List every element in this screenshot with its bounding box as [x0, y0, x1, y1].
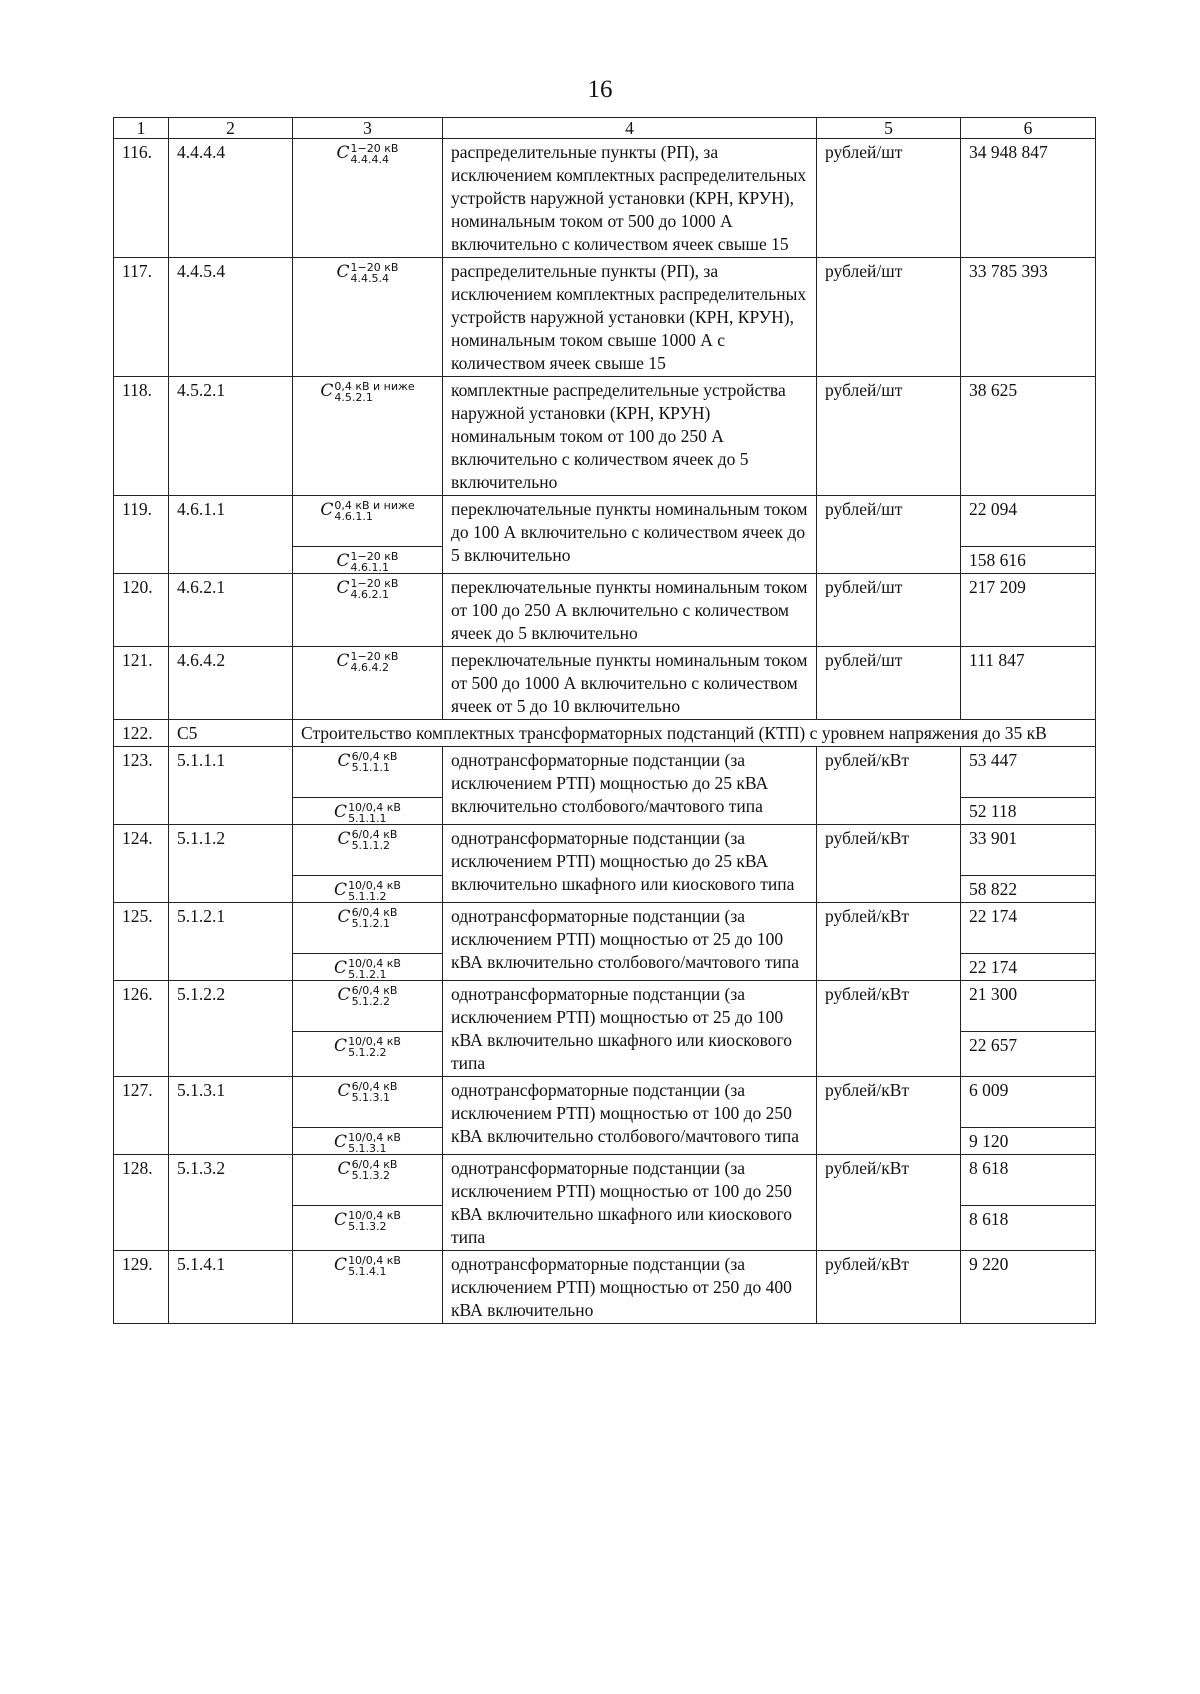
- rate-symbol-cell: [293, 496, 443, 547]
- symbol-scripts: [351, 262, 399, 284]
- rate-symbol: [337, 905, 398, 930]
- row-description: переключательные пункты номинальным током от 100 до 250 А включительно с количеством ячеек до 5 включительно: [443, 574, 817, 647]
- row-code: 5.1.4.1: [169, 1251, 293, 1324]
- row-unit: рублей/кВт: [817, 1251, 961, 1324]
- symbol-superscript: 6/0,4 кВ: [351, 983, 398, 997]
- symbol-subscript: 4.6.1.1: [350, 560, 390, 574]
- symbol-subscript: 5.1.1.2: [351, 838, 391, 852]
- rate-symbol: [334, 1034, 401, 1059]
- rate-symbol-cell: [293, 903, 443, 954]
- row-number: 122.: [114, 720, 169, 747]
- symbol-superscript: 6/0,4 кВ: [351, 905, 398, 919]
- symbol-scripts: [352, 751, 398, 773]
- row-unit: рублей/шт: [817, 258, 961, 377]
- rate-symbol-cell: [293, 1032, 443, 1077]
- symbol-letter: C: [334, 1132, 348, 1152]
- symbol-subscript: 4.4.4.4: [350, 152, 390, 166]
- row-value: 22 657: [961, 1032, 1096, 1077]
- symbol-subscript: 4.5.2.1: [334, 390, 373, 404]
- section-title: Строительство комплектных трансформаторных подстанций (КТП) с уровнем напряжения до 35 кВ: [293, 720, 1096, 747]
- row-number: 129.: [114, 1251, 169, 1324]
- rate-symbol: [337, 1079, 398, 1104]
- rate-symbol: [337, 1157, 398, 1182]
- symbol-scripts: [352, 1081, 398, 1103]
- table-row: [114, 139, 1096, 258]
- table-row: [114, 258, 1096, 377]
- rate-symbol-cell: [293, 1128, 443, 1155]
- symbol-superscript: 10/0,4 кВ: [348, 1208, 401, 1222]
- row-number: 118.: [114, 377, 169, 496]
- symbol-subscript: 5.1.1.2: [348, 889, 387, 903]
- symbol-letter: C: [336, 651, 350, 671]
- symbol-superscript: 10/0,4 кВ: [348, 1253, 401, 1267]
- symbol-letter: C: [334, 880, 348, 900]
- rate-symbol-cell: [293, 647, 443, 720]
- symbol-letter: C: [334, 1255, 348, 1275]
- rate-symbol-cell: [293, 1251, 443, 1324]
- row-number: 124.: [114, 825, 169, 903]
- rate-symbol: [320, 498, 415, 523]
- row-unit: рублей/кВт: [817, 903, 961, 981]
- row-value: 9 220: [961, 1251, 1096, 1324]
- table-row: [114, 1155, 1096, 1206]
- symbol-letter: C: [337, 1159, 351, 1179]
- row-number: 128.: [114, 1155, 169, 1251]
- row-description: переключательные пункты номинальным током от 500 до 1000 А включительно с количеством ячеек от 5 до 10 включительно: [443, 647, 817, 720]
- symbol-scripts: [351, 578, 399, 600]
- symbol-scripts: [351, 651, 399, 673]
- page-number: 16: [587, 76, 613, 103]
- symbol-subscript: 5.1.3.2: [351, 1168, 391, 1182]
- row-code: 4.4.4.4: [169, 139, 293, 258]
- symbol-subscript: 5.1.1.1: [351, 760, 391, 774]
- row-value: 58 822: [961, 876, 1096, 903]
- symbol-superscript: 1−20 кВ: [350, 576, 399, 590]
- row-description: однотрансформаторные подстанции (за исключением РТП) мощностью до 25 кВА включительно столбового/мачтового типа: [443, 747, 817, 825]
- table-row: [114, 1251, 1096, 1324]
- row-description: однотрансформаторные подстанции (за исключением РТП) мощностью до 25 кВА включительно шкафного или киоскового типа: [443, 825, 817, 903]
- symbol-scripts: [351, 143, 399, 165]
- column-header: 4: [443, 118, 817, 139]
- rate-symbol-cell: [293, 1206, 443, 1251]
- symbol-subscript: 4.6.1.1: [334, 509, 373, 523]
- row-unit: рублей/кВт: [817, 747, 961, 825]
- symbol-superscript: 1−20 кВ: [350, 141, 399, 155]
- row-value: 22 174: [961, 954, 1096, 981]
- row-value: 8 618: [961, 1206, 1096, 1251]
- table-row: [114, 720, 1096, 747]
- symbol-superscript: 1−20 кВ: [350, 549, 399, 563]
- symbol-letter: C: [336, 578, 350, 598]
- rate-symbol: [334, 878, 401, 903]
- rate-symbol-cell: [293, 377, 443, 496]
- rate-symbol: [336, 649, 399, 674]
- row-code: С5: [169, 720, 293, 747]
- table-row: [114, 574, 1096, 647]
- symbol-scripts: [352, 829, 398, 851]
- column-header: 1: [114, 118, 169, 139]
- rate-symbol: [336, 260, 399, 285]
- row-unit: рублей/кВт: [817, 1077, 961, 1155]
- row-code: 5.1.2.2: [169, 981, 293, 1077]
- symbol-superscript: 6/0,4 кВ: [351, 1157, 398, 1171]
- symbol-subscript: 4.6.2.1: [350, 587, 390, 601]
- row-description: однотрансформаторные подстанции (за исключением РТП) мощностью от 250 до 400 кВА включительно: [443, 1251, 817, 1324]
- row-value: 33 901: [961, 825, 1096, 876]
- symbol-letter: C: [334, 1036, 348, 1056]
- symbol-superscript: 6/0,4 кВ: [351, 1079, 398, 1093]
- symbol-letter: C: [337, 985, 351, 1005]
- symbol-superscript: 1−20 кВ: [350, 649, 399, 663]
- rate-symbol-cell: [293, 547, 443, 574]
- row-value: 53 447: [961, 747, 1096, 798]
- row-code: 5.1.1.2: [169, 825, 293, 903]
- row-code: 5.1.3.1: [169, 1077, 293, 1155]
- row-unit: рублей/шт: [817, 139, 961, 258]
- symbol-letter: C: [337, 907, 351, 927]
- row-description: комплектные распределительные устройства наружной установки (КРН, КРУН) номинальным током от 100 до 250 А включительно с количеством ячеек до 5 включительно: [443, 377, 817, 496]
- row-value: 22 094: [961, 496, 1096, 547]
- symbol-subscript: 5.1.2.2: [348, 1045, 387, 1059]
- symbol-scripts: [352, 985, 398, 1007]
- symbol-scripts: [348, 1255, 401, 1277]
- symbol-superscript: 1−20 кВ: [350, 260, 399, 274]
- rate-symbol-cell: [293, 139, 443, 258]
- rate-symbol-cell: [293, 876, 443, 903]
- symbol-superscript: 0,4 кВ и ниже: [334, 379, 415, 393]
- table-body: [114, 118, 1096, 1324]
- row-unit: рублей/шт: [817, 647, 961, 720]
- row-description: распределительные пункты (РП), за исключением комплектных распределительных устройств наружной установки (КРН, КРУН), номинальным током от 500 до 1000 А включительно с количеством ячеек свыше 15: [443, 139, 817, 258]
- tariff-table: [113, 117, 1096, 1324]
- symbol-subscript: 5.1.3.2: [348, 1219, 387, 1233]
- rate-symbol-cell: [293, 825, 443, 876]
- symbol-letter: C: [336, 551, 350, 571]
- row-description: однотрансформаторные подстанции (за исключением РТП) мощностью от 100 до 250 кВА включительно шкафного или киоскового типа: [443, 1155, 817, 1251]
- rate-symbol-cell: [293, 574, 443, 647]
- symbol-superscript: 10/0,4 кВ: [348, 1130, 401, 1144]
- row-value: 158 616: [961, 547, 1096, 574]
- row-value: 34 948 847: [961, 139, 1096, 258]
- symbol-letter: C: [336, 143, 350, 163]
- row-value: 33 785 393: [961, 258, 1096, 377]
- symbol-subscript: 4.6.4.2: [350, 660, 390, 674]
- rate-symbol-cell: [293, 1155, 443, 1206]
- row-value: 6 009: [961, 1077, 1096, 1128]
- row-value: 22 174: [961, 903, 1096, 954]
- rate-symbol: [336, 549, 399, 574]
- symbol-scripts: [352, 1159, 398, 1181]
- table-row: [114, 647, 1096, 720]
- row-number: 117.: [114, 258, 169, 377]
- symbol-superscript: 6/0,4 кВ: [351, 827, 398, 841]
- symbol-scripts: [348, 1210, 401, 1232]
- column-header: 5: [817, 118, 961, 139]
- symbol-subscript: 5.1.2.2: [351, 994, 391, 1008]
- row-unit: рублей/шт: [817, 496, 961, 574]
- table-row: [114, 981, 1096, 1032]
- symbol-letter: C: [337, 751, 351, 771]
- table-row: [114, 377, 1096, 496]
- rate-symbol: [334, 1253, 401, 1278]
- row-code: 5.1.1.1: [169, 747, 293, 825]
- symbol-letter: C: [334, 802, 348, 822]
- rate-symbol-cell: [293, 981, 443, 1032]
- row-value: 52 118: [961, 798, 1096, 825]
- row-value: 8 618: [961, 1155, 1096, 1206]
- header-row: [114, 118, 1096, 139]
- symbol-scripts: [348, 1132, 401, 1154]
- symbol-scripts: [351, 551, 399, 573]
- table-row: [114, 1077, 1096, 1128]
- symbol-scripts: [334, 381, 414, 403]
- row-description: однотрансформаторные подстанции (за исключением РТП) мощностью от 100 до 250 кВА включительно столбового/мачтового типа: [443, 1077, 817, 1155]
- row-unit: рублей/кВт: [817, 1155, 961, 1251]
- row-description: распределительные пункты (РП), за исключением комплектных распределительных устройств наружной установки (КРН, КРУН), номинальным током свыше 1000 А с количеством ячеек свыше 15: [443, 258, 817, 377]
- row-value: 217 209: [961, 574, 1096, 647]
- row-number: 127.: [114, 1077, 169, 1155]
- row-unit: рублей/кВт: [817, 981, 961, 1077]
- row-value: 111 847: [961, 647, 1096, 720]
- symbol-subscript: 4.4.5.4: [350, 271, 390, 285]
- symbol-superscript: 6/0,4 кВ: [351, 749, 398, 763]
- symbol-subscript: 5.1.3.1: [348, 1141, 387, 1155]
- table-row: [114, 903, 1096, 954]
- symbol-letter: C: [337, 829, 351, 849]
- symbol-scripts: [348, 1036, 401, 1058]
- rate-symbol: [334, 1130, 401, 1155]
- row-number: 126.: [114, 981, 169, 1077]
- symbol-letter: C: [334, 1210, 348, 1230]
- row-number: 116.: [114, 139, 169, 258]
- column-header: 3: [293, 118, 443, 139]
- row-description: переключательные пункты номинальным током до 100 А включительно с количеством ячеек до 5 включительно: [443, 496, 817, 574]
- symbol-scripts: [352, 907, 398, 929]
- symbol-superscript: 0,4 кВ и ниже: [334, 498, 415, 512]
- symbol-superscript: 10/0,4 кВ: [348, 1034, 401, 1048]
- symbol-subscript: 5.1.1.1: [348, 811, 387, 825]
- rate-symbol: [337, 827, 398, 852]
- symbol-letter: C: [320, 500, 334, 520]
- column-header: 6: [961, 118, 1096, 139]
- row-number: 119.: [114, 496, 169, 574]
- rate-symbol: [320, 379, 415, 404]
- row-unit: рублей/шт: [817, 377, 961, 496]
- rate-symbol: [336, 141, 399, 166]
- rate-symbol: [336, 576, 399, 601]
- rate-symbol: [334, 800, 401, 825]
- symbol-letter: C: [337, 1081, 351, 1101]
- row-code: 4.6.1.1: [169, 496, 293, 574]
- symbol-subscript: 5.1.4.1: [348, 1264, 387, 1278]
- row-value: 21 300: [961, 981, 1096, 1032]
- row-description: однотрансформаторные подстанции (за исключением РТП) мощностью от 25 до 100 кВА включительно шкафного или киоскового типа: [443, 981, 817, 1077]
- symbol-superscript: 10/0,4 кВ: [348, 878, 401, 892]
- row-unit: рублей/кВт: [817, 825, 961, 903]
- rate-symbol-cell: [293, 954, 443, 981]
- table-row: [114, 747, 1096, 798]
- row-code: 4.6.2.1: [169, 574, 293, 647]
- symbol-subscript: 5.1.3.1: [351, 1090, 391, 1104]
- rate-symbol-cell: [293, 747, 443, 798]
- rate-symbol: [337, 749, 398, 774]
- rate-symbol: [334, 1208, 401, 1233]
- row-code: 4.5.2.1: [169, 377, 293, 496]
- symbol-subscript: 5.1.2.1: [351, 916, 391, 930]
- symbol-letter: C: [336, 262, 350, 282]
- rate-symbol: [334, 956, 401, 981]
- symbol-scripts: [348, 880, 401, 902]
- symbol-scripts: [334, 500, 414, 522]
- row-number: 123.: [114, 747, 169, 825]
- rate-symbol-cell: [293, 1077, 443, 1128]
- row-code: 4.6.4.2: [169, 647, 293, 720]
- symbol-scripts: [348, 802, 401, 824]
- row-number: 120.: [114, 574, 169, 647]
- row-description: однотрансформаторные подстанции (за исключением РТП) мощностью от 25 до 100 кВА включительно столбового/мачтового типа: [443, 903, 817, 981]
- symbol-superscript: 10/0,4 кВ: [348, 800, 401, 814]
- symbol-subscript: 5.1.2.1: [348, 967, 387, 981]
- row-number: 121.: [114, 647, 169, 720]
- row-code: 5.1.3.2: [169, 1155, 293, 1251]
- table-row: [114, 496, 1096, 547]
- symbol-scripts: [348, 958, 401, 980]
- column-header: 2: [169, 118, 293, 139]
- symbol-letter: C: [334, 958, 348, 978]
- row-code: 5.1.2.1: [169, 903, 293, 981]
- row-value: 38 625: [961, 377, 1096, 496]
- row-unit: рублей/шт: [817, 574, 961, 647]
- row-value: 9 120: [961, 1128, 1096, 1155]
- rate-symbol-cell: [293, 798, 443, 825]
- row-number: 125.: [114, 903, 169, 981]
- symbol-letter: C: [320, 381, 334, 401]
- row-code: 4.4.5.4: [169, 258, 293, 377]
- symbol-superscript: 10/0,4 кВ: [348, 956, 401, 970]
- table-row: [114, 825, 1096, 876]
- rate-symbol-cell: [293, 258, 443, 377]
- rate-symbol: [337, 983, 398, 1008]
